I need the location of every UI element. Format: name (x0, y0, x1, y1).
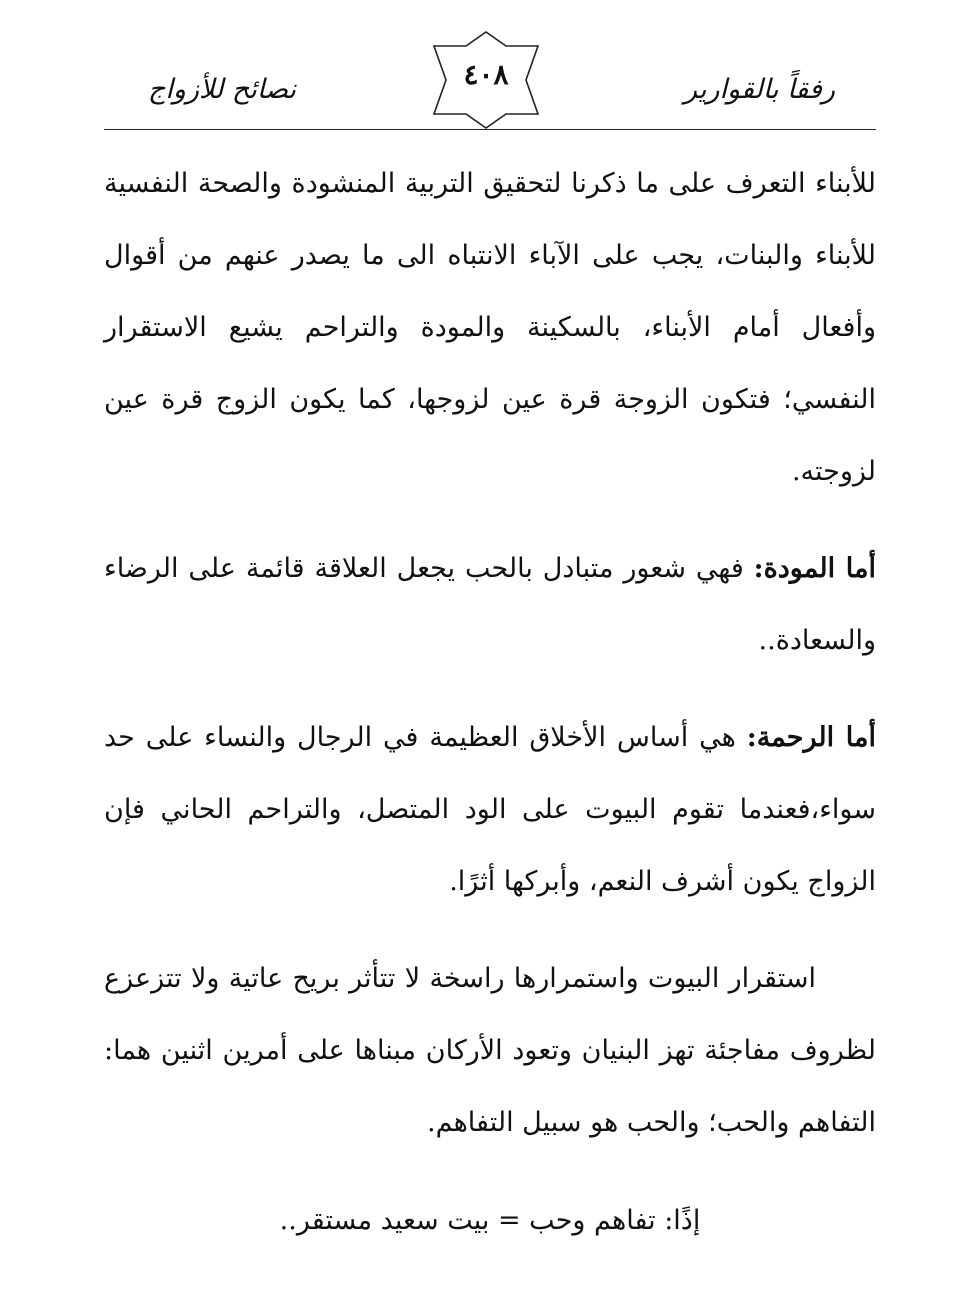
paragraph-stability: استقرار البيوت واستمرارها راسخة لا تتأثر بريح عاتية ولا تتزعزع لظروف مفاجئة تهز البنيان وتعود الأركان مبناها على أمرين اثنين هما: التفاهم والحب؛ والحب هو سبيل التفاهم. (104, 963, 876, 1138)
mawadda-heading: أما المودة: (753, 553, 876, 584)
chapter-title: نصائح للأزواج (148, 74, 297, 105)
rahma-heading: أما الرحمة: (746, 722, 876, 753)
page-header (0, 0, 980, 140)
paragraph-rahma (104, 702, 876, 918)
page-body (104, 148, 876, 1257)
book-title: رفقاً بالقوارير (684, 74, 835, 105)
mawadda-text: فهي شعور متبادل بالحب يجعل العلاقة قائمة على الرضاء والسعادة.. (104, 553, 876, 656)
header-divider (104, 129, 876, 130)
page-number: ٤٠٨ (463, 58, 509, 91)
paragraph-mawadda (104, 533, 876, 677)
paragraph-1: للأبناء التعرف على ما ذكرنا لتحقيق التربية المنشودة والصحة النفسية للأبناء والبنات، يجب على الآباء الانتباه الى ما يصدر عنهم من أقوال وأفعال أمام الأبناء، بالسكينة والمودة والتراحم يشيع الاستقرار النفسي؛ فتكون الزوجة قرة عين لزوجها، كما يكون الزوج قرة عين لزوجته. (104, 168, 876, 487)
rahma-text: هي أساس الأخلاق العظيمة في الرجال والنساء على حد سواء،فعندما تقوم البيوت على الود المتصل، والتراحم الحاني فإن الزواج يكون أشرف النعم، وأبركها أثرًا. (104, 722, 876, 897)
page-number-badge (428, 30, 544, 130)
conclusion-line: إذًا: تفاهم وحب = بيت سعيد مستقر.. (279, 1205, 701, 1236)
